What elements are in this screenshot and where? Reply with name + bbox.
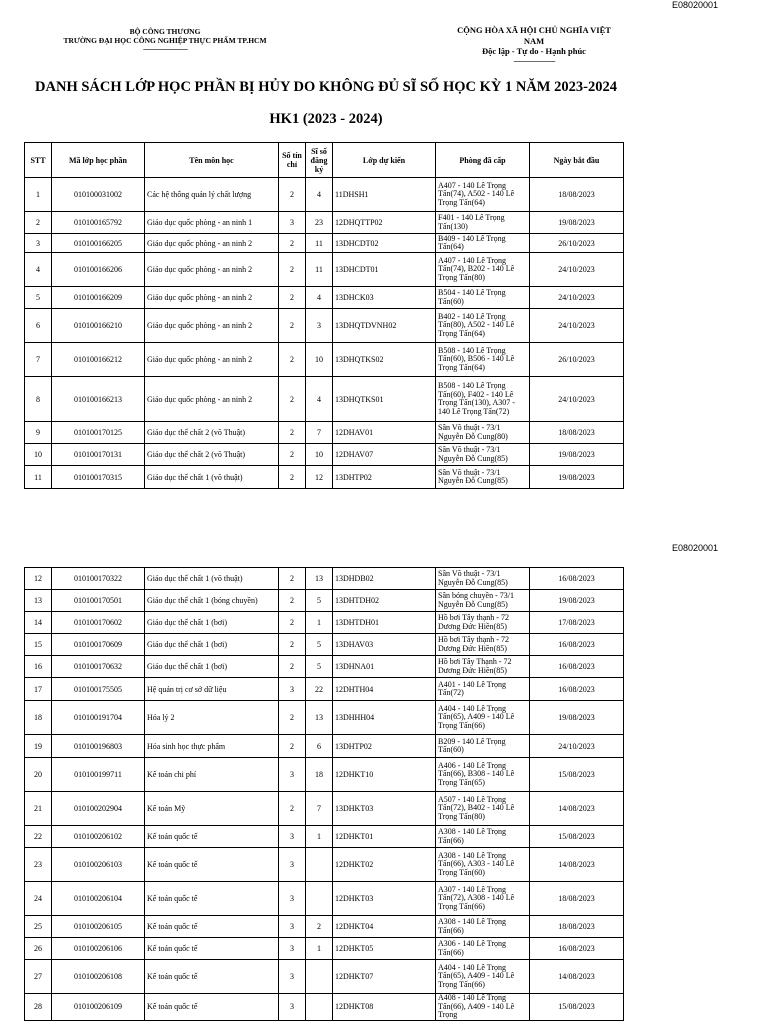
header-stt: STT	[25, 143, 52, 178]
document-code: E08020001	[671, 0, 718, 10]
cell-registered: 7	[306, 792, 333, 826]
cell-class: 12DHKT04	[333, 916, 436, 938]
cell-room: Sân Võ thuật - 73/1 Nguyễn Đỗ Cung(80)	[436, 422, 530, 444]
cell-room: Sân Võ thuật - 73/1 Nguyễn Đỗ Cung(85)	[436, 444, 530, 466]
cell-stt: 23	[25, 848, 52, 882]
cell-stt: 16	[25, 656, 52, 678]
cell-room: A408 - 140 Lê Trọng Tấn(66), A409 - 140 Lê Trọng	[436, 994, 530, 1021]
table-row	[25, 253, 624, 287]
table-row	[25, 792, 624, 826]
cell-class-code: 010100170602	[52, 612, 145, 634]
cell-subject: Hệ quản trị cơ sở dữ liệu	[145, 678, 279, 701]
cell-class: 13DHTDH02	[333, 590, 436, 612]
cell-subject: Giáo dục quốc phòng - an ninh 2	[145, 309, 279, 343]
cell-class: 12DHKT05	[333, 938, 436, 960]
cell-stt: 27	[25, 960, 52, 994]
cell-credits: 3	[279, 678, 306, 701]
cell-registered: 23	[306, 212, 333, 234]
cell-start-date: 18/08/2023	[530, 882, 624, 916]
cell-class-code: 010100166209	[52, 287, 145, 309]
cell-credits: 2	[279, 253, 306, 287]
cell-class-code: 010100166212	[52, 343, 145, 377]
cell-class-code: 010100191704	[52, 701, 145, 735]
cell-subject: Kế toán quốc tế	[145, 916, 279, 938]
cell-class: 12DHKT02	[333, 848, 436, 882]
cell-credits: 2	[279, 735, 306, 758]
cell-class-code: 010100206103	[52, 848, 145, 882]
cell-subject: Hóa lý 2	[145, 701, 279, 735]
cell-class-code: 010100170609	[52, 634, 145, 656]
cell-credits: 2	[279, 377, 306, 422]
header-room: Phòng đã cấp	[436, 143, 530, 178]
cell-class-code: 010100170632	[52, 656, 145, 678]
cell-class-code: 010100031002	[52, 178, 145, 212]
cell-credits: 3	[279, 826, 306, 848]
cell-stt: 7	[25, 343, 52, 377]
cell-class-code: 010100175505	[52, 678, 145, 701]
cell-stt: 3	[25, 234, 52, 253]
table-row	[25, 634, 624, 656]
cell-room: Hồ bơi Tây thạnh - 72 Dương Đức Hiền(85)	[436, 612, 530, 634]
cell-registered: 5	[306, 656, 333, 678]
cell-credits: 2	[279, 444, 306, 466]
table-row	[25, 568, 624, 590]
cell-class: 13DHCDT01	[333, 253, 436, 287]
cell-registered: 18	[306, 758, 333, 792]
cell-class-code: 010100206108	[52, 960, 145, 994]
table-row	[25, 612, 624, 634]
ministry-name: BỘ CÔNG THƯƠNG	[129, 27, 201, 36]
cell-class: 12DHTH04	[333, 678, 436, 701]
cell-class: 12DHKT03	[333, 882, 436, 916]
cell-registered: 2	[306, 916, 333, 938]
cell-stt: 26	[25, 938, 52, 960]
cell-class: 13DHCDT02	[333, 234, 436, 253]
cell-credits: 3	[279, 848, 306, 882]
document-subtitle: HK1 (2023 - 2024)	[269, 111, 383, 127]
cancelled-classes-table	[24, 142, 624, 489]
cell-start-date: 26/10/2023	[530, 343, 624, 377]
cell-stt: 5	[25, 287, 52, 309]
cell-start-date: 18/08/2023	[530, 916, 624, 938]
cell-registered: 13	[306, 701, 333, 735]
cell-credits: 2	[279, 178, 306, 212]
table-row	[25, 938, 624, 960]
cell-stt: 13	[25, 590, 52, 612]
cell-class: 13DHTP02	[333, 466, 436, 489]
cell-start-date: 24/10/2023	[530, 287, 624, 309]
cell-registered: 4	[306, 377, 333, 422]
cell-class: 13DHKT03	[333, 792, 436, 826]
cell-stt: 15	[25, 634, 52, 656]
cell-registered: 1	[306, 826, 333, 848]
cell-class: 11DHSH1	[333, 178, 436, 212]
cell-class-code: 010100202904	[52, 792, 145, 826]
cell-subject: Giáo dục thể chất 1 (bơi)	[145, 656, 279, 678]
cell-class: 13DHQTKS02	[333, 343, 436, 377]
republic-name-line1: CỘNG HÒA XÃ HỘI CHỦ NGHĨA VIỆT	[457, 25, 611, 35]
cell-class-code: 010100166206	[52, 253, 145, 287]
cell-start-date: 24/10/2023	[530, 309, 624, 343]
cell-class: 13DHTP02	[333, 735, 436, 758]
header-start-date: Ngày bắt đầu	[530, 143, 624, 178]
table-row	[25, 377, 624, 422]
cell-subject: Kế toán quốc tế	[145, 994, 279, 1021]
cell-class: 13DHDB02	[333, 568, 436, 590]
cell-registered: 13	[306, 568, 333, 590]
cell-room: A404 - 140 Lê Trọng Tấn(65), A409 - 140 Lê Trọng Tấn(66)	[436, 960, 530, 994]
header-credits: Số tín chỉ	[279, 143, 306, 178]
cell-stt: 28	[25, 994, 52, 1021]
cell-subject: Giáo dục quốc phòng - an ninh 2	[145, 343, 279, 377]
cell-subject: Giáo dục thể chất 1 (bơi)	[145, 612, 279, 634]
table-row	[25, 466, 624, 489]
cell-stt: 1	[25, 178, 52, 212]
cell-subject: Giáo dục thể chất 1 (võ thuật)	[145, 466, 279, 489]
document-title: DANH SÁCH LỚP HỌC PHẦN BỊ HỦY DO KHÔNG ĐỦ SĨ SỐ HỌC KỲ 1 NĂM 2023-2024	[35, 79, 617, 95]
cell-subject: Giáo dục thể chất 1 (bóng chuyền)	[145, 590, 279, 612]
cell-start-date: 19/08/2023	[530, 444, 624, 466]
table-row	[25, 343, 624, 377]
cell-start-date: 16/08/2023	[530, 568, 624, 590]
cell-class-code: 010100170131	[52, 444, 145, 466]
cell-subject: Các hệ thống quản lý chất lượng	[145, 178, 279, 212]
header-class-code: Mã lớp học phần	[52, 143, 145, 178]
cell-start-date: 14/08/2023	[530, 960, 624, 994]
cell-stt: 14	[25, 612, 52, 634]
cell-class: 12DHKT07	[333, 960, 436, 994]
cell-start-date: 14/08/2023	[530, 792, 624, 826]
table-row	[25, 309, 624, 343]
cell-room: Sân Võ thuật - 73/1 Nguyễn Đỗ Cung(85)	[436, 568, 530, 590]
cell-subject: Giáo dục quốc phòng - an ninh 2	[145, 234, 279, 253]
cell-class-code: 010100166210	[52, 309, 145, 343]
cell-stt: 6	[25, 309, 52, 343]
cell-class: 13DHQTDVNH02	[333, 309, 436, 343]
header-subject: Tên môn học	[145, 143, 279, 178]
table-row	[25, 701, 624, 735]
cell-room: Hồ bơi Tây Thạnh - 72 Dương Đức Hiền(85)	[436, 656, 530, 678]
cell-subject: Kế toán quốc tế	[145, 826, 279, 848]
header-class: Lớp dự kiến	[333, 143, 436, 178]
cell-stt: 2	[25, 212, 52, 234]
cell-class: 12DHKT10	[333, 758, 436, 792]
cell-class: 13DHAV03	[333, 634, 436, 656]
cell-stt: 4	[25, 253, 52, 287]
cell-subject: Giáo dục thể chất 2 (võ Thuật)	[145, 422, 279, 444]
cell-class: 13DHNA01	[333, 656, 436, 678]
cell-class-code: 010100170125	[52, 422, 145, 444]
cell-registered	[306, 882, 333, 916]
cell-credits: 3	[279, 938, 306, 960]
table-row	[25, 678, 624, 701]
republic-name-line2: NAM	[523, 35, 545, 46]
cell-subject: Hóa sinh học thực phẩm	[145, 735, 279, 758]
cell-start-date: 19/08/2023	[530, 701, 624, 735]
cell-credits: 2	[279, 422, 306, 444]
cell-class: 13DHQTKS01	[333, 377, 436, 422]
cell-stt: 24	[25, 882, 52, 916]
cell-subject: Giáo dục thể chất 1 (võ thuật)	[145, 568, 279, 590]
cell-subject: Giáo dục thể chất 1 (bơi)	[145, 634, 279, 656]
cell-start-date: 19/08/2023	[530, 212, 624, 234]
cell-registered: 11	[306, 253, 333, 287]
cell-registered: 10	[306, 343, 333, 377]
cell-room: Sân bóng chuyền - 73/1 Nguyễn Đỗ Cung(85)	[436, 590, 530, 612]
cell-registered: 11	[306, 234, 333, 253]
cell-registered	[306, 994, 333, 1021]
table-row	[25, 994, 624, 1021]
cell-subject: Giáo dục thể chất 2 (võ Thuật)	[145, 444, 279, 466]
cell-room: A307 - 140 Lê Trọng Tấn(72), A308 - 140 Lê Trọng Tấn(66)	[436, 882, 530, 916]
cell-start-date: 24/10/2023	[530, 735, 624, 758]
organization-header	[60, 27, 270, 53]
cell-class-code: 010100196803	[52, 735, 145, 758]
table-row	[25, 287, 624, 309]
cell-room: Sân Võ thuật - 73/1 Nguyễn Đỗ Cung(85)	[436, 466, 530, 489]
table-row	[25, 212, 624, 234]
cell-stt: 17	[25, 678, 52, 701]
cell-start-date: 17/08/2023	[530, 612, 624, 634]
cell-credits: 2	[279, 590, 306, 612]
cell-stt: 12	[25, 568, 52, 590]
table-row	[25, 826, 624, 848]
cell-stt: 22	[25, 826, 52, 848]
cell-room: B409 - 140 Lê Trọng Tấn(64)	[436, 234, 530, 253]
cell-registered: 7	[306, 422, 333, 444]
table-row	[25, 758, 624, 792]
cell-class: 13DHHH04	[333, 701, 436, 735]
cell-class: 12DHKT01	[333, 826, 436, 848]
cell-credits: 3	[279, 212, 306, 234]
cell-class-code: 010100165792	[52, 212, 145, 234]
cell-class-code: 010100206104	[52, 882, 145, 916]
cell-start-date: 26/10/2023	[530, 234, 624, 253]
cell-class: 12DHQTTP02	[333, 212, 436, 234]
cell-subject: Kế toán chi phí	[145, 758, 279, 792]
cell-class-code: 010100166205	[52, 234, 145, 253]
cell-registered	[306, 960, 333, 994]
cell-class-code: 010100166213	[52, 377, 145, 422]
cell-subject: Kế toán quốc tế	[145, 848, 279, 882]
cell-room: A308 - 140 Lê Trọng Tấn(66)	[436, 916, 530, 938]
header-divider: ---------------------------------	[143, 45, 187, 53]
cell-class-code: 010100206105	[52, 916, 145, 938]
cell-credits: 2	[279, 701, 306, 735]
cell-registered: 1	[306, 612, 333, 634]
cell-registered: 5	[306, 590, 333, 612]
cell-credits: 3	[279, 994, 306, 1021]
cell-start-date: 19/08/2023	[530, 466, 624, 489]
cell-credits: 2	[279, 634, 306, 656]
cell-room: A306 - 140 Lê Trọng Tấn(66)	[436, 938, 530, 960]
cell-start-date: 16/08/2023	[530, 938, 624, 960]
cell-subject: Kế toán Mỹ	[145, 792, 279, 826]
cell-stt: 21	[25, 792, 52, 826]
cell-credits: 2	[279, 656, 306, 678]
table-row	[25, 882, 624, 916]
cell-registered	[306, 848, 333, 882]
cell-credits: 3	[279, 960, 306, 994]
table-row	[25, 178, 624, 212]
cell-registered: 4	[306, 287, 333, 309]
cell-credits: 2	[279, 309, 306, 343]
cell-room: A404 - 140 Lê Trọng Tấn(65), A409 - 140 Lê Trọng Tấn(66)	[436, 701, 530, 735]
cell-start-date: 24/10/2023	[530, 377, 624, 422]
cell-room: B209 - 140 Lê Trọng Tấn(60)	[436, 735, 530, 758]
motto-divider: -------------------------------	[513, 56, 555, 65]
cell-subject: Giáo dục quốc phòng - an ninh 2	[145, 377, 279, 422]
cell-room: B508 - 140 Lê Trọng Tấn(60), B506 - 140 Lê Trọng Tấn(64)	[436, 343, 530, 377]
cell-room: A407 - 140 Lê Trọng Tấn(74), A502 - 140 Lê Trọng Tấn(64)	[436, 178, 530, 212]
cell-class-code: 010100206109	[52, 994, 145, 1021]
cell-class: 12DHAV07	[333, 444, 436, 466]
cell-credits: 2	[279, 466, 306, 489]
cell-stt: 18	[25, 701, 52, 735]
table-row	[25, 960, 624, 994]
cell-stt: 8	[25, 377, 52, 422]
cell-credits: 2	[279, 612, 306, 634]
cell-room: A401 - 140 Lê Trọng Tấn(72)	[436, 678, 530, 701]
cell-room: A507 - 140 Lê Trọng Tấn(72), B402 - 140 Lê Trọng Tấn(80)	[436, 792, 530, 826]
national-motto: Độc lập - Tự do - Hạnh phúc	[482, 46, 586, 56]
cell-class-code: 010100170322	[52, 568, 145, 590]
cell-credits: 3	[279, 916, 306, 938]
table-row	[25, 590, 624, 612]
cell-registered: 5	[306, 634, 333, 656]
cell-room: A406 - 140 Lê Trọng Tấn(66), B308 - 140 Lê Trọng Tấn(65)	[436, 758, 530, 792]
cell-class-code: 010100170501	[52, 590, 145, 612]
table-row	[25, 444, 624, 466]
cell-class-code: 010100170315	[52, 466, 145, 489]
cell-class-code: 010100199711	[52, 758, 145, 792]
cell-class: 13DHTDH01	[333, 612, 436, 634]
cell-stt: 11	[25, 466, 52, 489]
cell-room: Hồ bơi Tây thạnh - 72 Dương Đức Hiền(85)	[436, 634, 530, 656]
cell-start-date: 15/08/2023	[530, 994, 624, 1021]
header-registered: Sĩ số đăng ký	[306, 143, 333, 178]
cell-start-date: 16/08/2023	[530, 656, 624, 678]
cell-subject: Kế toán quốc tế	[145, 960, 279, 994]
table-row	[25, 916, 624, 938]
cell-stt: 19	[25, 735, 52, 758]
cell-start-date: 19/08/2023	[530, 590, 624, 612]
cell-stt: 25	[25, 916, 52, 938]
cell-room: F401 - 140 Lê Trọng Tấn(130)	[436, 212, 530, 234]
cell-credits: 2	[279, 343, 306, 377]
cell-start-date: 24/10/2023	[530, 253, 624, 287]
cell-credits: 3	[279, 882, 306, 916]
cell-credits: 3	[279, 758, 306, 792]
cell-subject: Kế toán quốc tế	[145, 938, 279, 960]
cell-credits: 2	[279, 234, 306, 253]
cell-subject: Giáo dục quốc phòng - an ninh 1	[145, 212, 279, 234]
cell-start-date: 18/08/2023	[530, 422, 624, 444]
cell-subject: Giáo dục quốc phòng - an ninh 2	[145, 253, 279, 287]
cell-start-date: 16/08/2023	[530, 678, 624, 701]
document-code-page2: E08020001	[671, 543, 718, 553]
cell-room: B508 - 140 Lê Trọng Tấn(60), F402 - 140 Lê Trọng Tấn(130), A307 - 140 Lê Trọng Tấn(72)	[436, 377, 530, 422]
cell-start-date: 14/08/2023	[530, 848, 624, 882]
cell-credits: 2	[279, 287, 306, 309]
cell-subject: Kế toán quốc tế	[145, 882, 279, 916]
cell-room: A407 - 140 Lê Trọng Tấn(74), B202 - 140 Lê Trọng Tấn(80)	[436, 253, 530, 287]
cell-stt: 10	[25, 444, 52, 466]
cell-class: 12DHAV01	[333, 422, 436, 444]
cell-registered: 10	[306, 444, 333, 466]
cell-registered: 1	[306, 938, 333, 960]
cell-registered: 12	[306, 466, 333, 489]
cell-registered: 3	[306, 309, 333, 343]
school-name: TRƯỜNG ĐẠI HỌC CÔNG NGHIỆP THỰC PHẨM TP.HCM	[63, 36, 267, 45]
cell-stt: 20	[25, 758, 52, 792]
cell-room: B402 - 140 Lê Trọng Tấn(80), A502 - 140 Lê Trọng Tấn(64)	[436, 309, 530, 343]
cell-start-date: 15/08/2023	[530, 758, 624, 792]
cell-class-code: 010100206102	[52, 826, 145, 848]
cell-room: A308 - 140 Lê Trọng Tấn(66)	[436, 826, 530, 848]
cell-start-date: 18/08/2023	[530, 178, 624, 212]
cell-start-date: 16/08/2023	[530, 634, 624, 656]
cancelled-classes-table-continued	[24, 567, 624, 1021]
table-row	[25, 735, 624, 758]
table-header-row	[25, 143, 624, 178]
table-row	[25, 234, 624, 253]
cell-credits: 2	[279, 792, 306, 826]
cell-room: B504 - 140 Lê Trọng Tấn(60)	[436, 287, 530, 309]
table-row	[25, 422, 624, 444]
cell-class-code: 010100206106	[52, 938, 145, 960]
cell-start-date: 15/08/2023	[530, 826, 624, 848]
cell-subject: Giáo dục quốc phòng - an ninh 2	[145, 287, 279, 309]
cell-credits: 2	[279, 568, 306, 590]
cell-registered: 22	[306, 678, 333, 701]
table-row	[25, 656, 624, 678]
cell-room: A308 - 140 Lê Trọng Tấn(66), A303 - 140 Lê Trọng Tấn(60)	[436, 848, 530, 882]
cell-class: 13DHCK03	[333, 287, 436, 309]
cell-class: 12DHKT08	[333, 994, 436, 1021]
table-row	[25, 848, 624, 882]
cell-stt: 9	[25, 422, 52, 444]
national-header	[436, 25, 632, 65]
cell-registered: 6	[306, 735, 333, 758]
cell-registered: 4	[306, 178, 333, 212]
